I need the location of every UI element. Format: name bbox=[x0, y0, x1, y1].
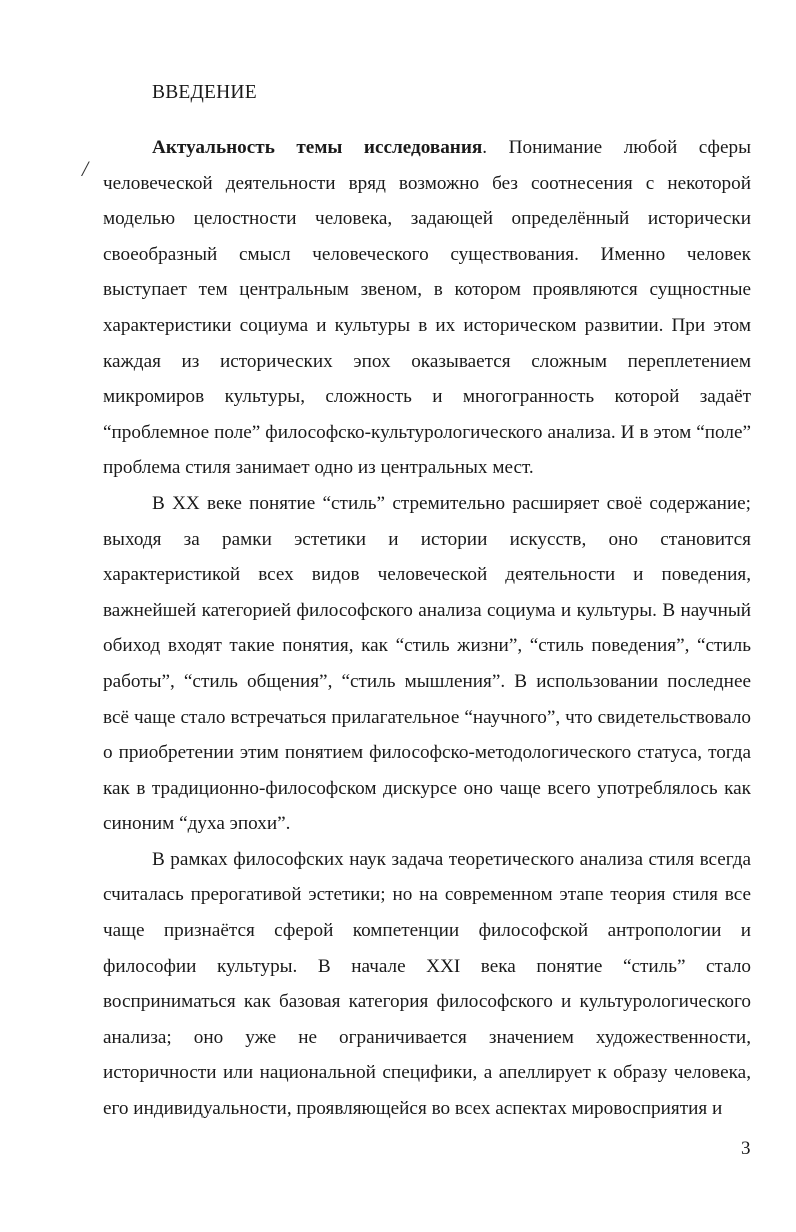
document-body bbox=[103, 130, 751, 1127]
margin-pen-mark: / bbox=[82, 156, 89, 181]
page-title: ВВЕДЕНИЕ bbox=[152, 82, 257, 103]
page-number: 3 bbox=[741, 1138, 751, 1159]
paragraph-philosophical-sciences: В рамках философских наук задача теоретического анализа стиля всегда считалась прерогативой эстетики; но на современном этапе теория стиля все чаще признаётся сферой компетенции философской антропологии и философии культуры. В начале XXI века понятие “стиль” стало восприниматься как базовая категория философского и культурологического анализа; оно уже не ограничивается значением художественности, историчности или национальной специфики, а апеллирует к образу человека, его индивидуальности, проявляющейся во всех аспектах мировосприятия и bbox=[103, 848, 751, 1120]
paragraph-style-20th-century: В XX веке понятие “стиль” стремительно расширяет своё содержание; выходя за рамки эстетики и истории искусств, оно становится характеристикой всех видов человеческой деятельности и поведения, важнейшей категорией философского анализа социума и культуры. В научный обиход входят такие понятия, как “стиль жизни”, “стиль поведения”, “стиль работы”, “стиль общения”, “стиль мышления”. В использовании последнее всё чаще стало встречаться прилагательное “научного”, что свидетельствовало о приобретении этим понятием философско-методологического статуса, тогда как в традиционно-философском дискурсе оно чаще всего употреблялось как синоним “духа эпохи”. bbox=[103, 492, 751, 835]
paragraph-relevance bbox=[103, 130, 751, 486]
paragraph-bold-lead: Актуальность темы исследования bbox=[152, 137, 483, 158]
paragraph-text: . Понимание любой сферы человеческой деятельности вряд возможно без соотнесения с некоторой моделью целостности человека, задающей определённый исторически своеобразный смысл человеческого существования. Именно человек выступает тем центральным звеном, в котором проявляются сущностные характеристики социума и культуры в их историческом развитии. При этом каждая из исторических эпох оказывается сложным переплетением микромиров культуры, сложность и многогранность которой задаёт “проблемное поле” философско-культурологического анализа. И в этом “поле” проблема стиля занимает одно из центральных мест. bbox=[103, 137, 751, 479]
